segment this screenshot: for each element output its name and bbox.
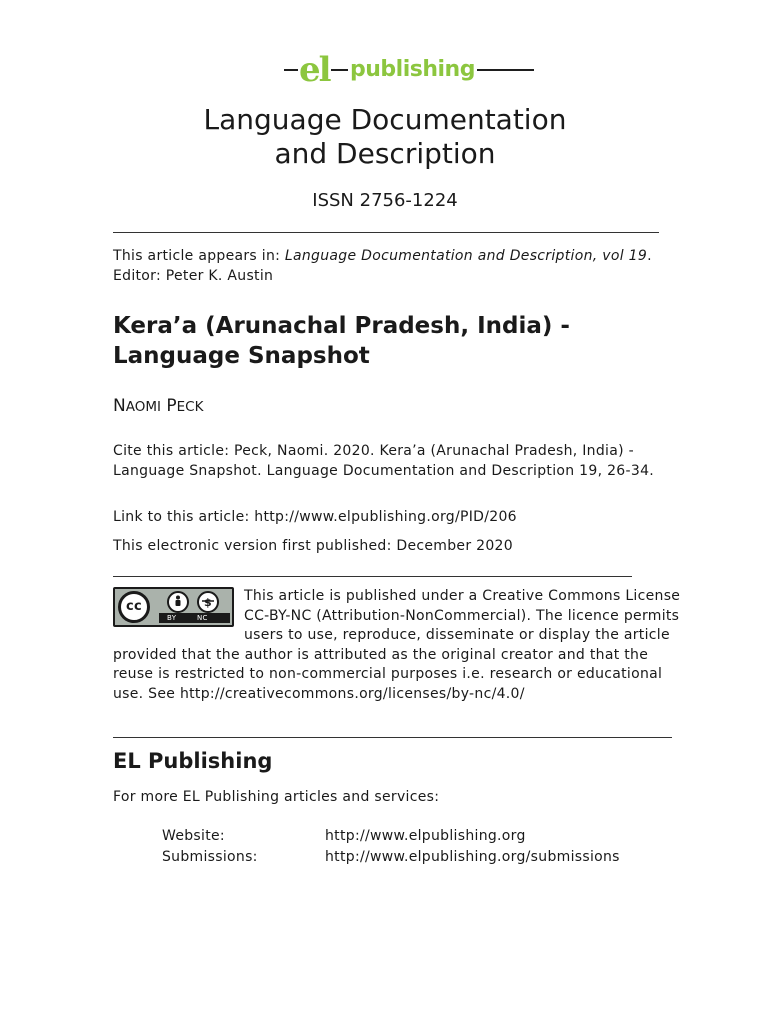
license-text: This article is published under a Creative Commons License CC-BY-NC (Attribution-NonCommercial). The licence permits users to use, reproduce, disseminate or display the article provided that the author is attributed as the original creator and that the reuse is restricted to non-commercial purposes i.e. research or educational use. See http://creativecommons.org/licenses/by-nc/4.0/ xyxy=(113,588,681,702)
badge-by-label: BY xyxy=(167,614,177,622)
logo-publishing-text: publishing xyxy=(350,57,475,82)
person-icon-svg xyxy=(169,593,187,611)
author-first-rest: AOMI xyxy=(125,399,161,415)
divider xyxy=(113,232,659,233)
appears-in xyxy=(113,246,673,286)
issn: ISSN 2756-1224 xyxy=(312,190,458,211)
website-link[interactable]: http://www.elpublishing.org xyxy=(325,828,526,844)
author-initial-first: N xyxy=(113,396,126,416)
cc-icon: cc xyxy=(118,591,150,623)
appears-prefix: This article appears in: xyxy=(113,248,285,264)
badge-nc-label: NC xyxy=(197,614,208,622)
author-last-rest: ECK xyxy=(176,399,204,415)
author-name xyxy=(113,396,203,416)
article-title-line1: Kera’a (Arunachal Pradesh, India) - xyxy=(113,313,570,339)
article-link[interactable]: Link to this article: http://www.elpublishing.org/PID/206 xyxy=(113,509,517,525)
services-labels xyxy=(162,826,258,868)
cc-by-nc-badge[interactable] xyxy=(113,587,234,627)
journal-title xyxy=(0,103,770,171)
appears-volume: vol 19 xyxy=(602,248,648,264)
citation: Cite this article: Peck, Naomi. 2020. Kera’a (Arunachal Pradesh, India) - Language Snapshot. Language Documentation and Description 19, 26-34. xyxy=(113,443,655,479)
appears-editor: . Editor: Peter K. Austin xyxy=(113,248,652,284)
logo-el-text: el xyxy=(299,50,330,90)
article-title-line2: Language Snapshot xyxy=(113,343,370,369)
license-block xyxy=(113,587,693,704)
website-label: Website: xyxy=(162,828,225,844)
no-dollar-icon xyxy=(197,591,219,613)
appears-journal: Language Documentation and Description, xyxy=(284,248,598,264)
svg-text:$: $ xyxy=(204,596,212,609)
el-publishing-logo xyxy=(284,50,534,94)
services-urls xyxy=(325,826,620,868)
author-initial-last: P xyxy=(166,396,177,416)
journal-title-line1: Language Documentation xyxy=(203,103,567,136)
divider xyxy=(113,576,632,577)
no-dollar-icon-svg xyxy=(199,593,217,611)
first-published: This electronic version first published: December 2020 xyxy=(113,538,513,554)
article-title xyxy=(113,311,673,371)
more-services-intro: For more EL Publishing articles and services: xyxy=(113,789,440,805)
person-icon xyxy=(167,591,189,613)
badge-strip xyxy=(159,613,230,623)
el-publishing-heading: EL Publishing xyxy=(113,749,273,773)
journal-title-line2: and Description xyxy=(274,137,496,170)
divider xyxy=(113,737,672,738)
submissions-label: Submissions: xyxy=(162,849,258,865)
submissions-link[interactable]: http://www.elpublishing.org/submissions xyxy=(325,849,620,865)
